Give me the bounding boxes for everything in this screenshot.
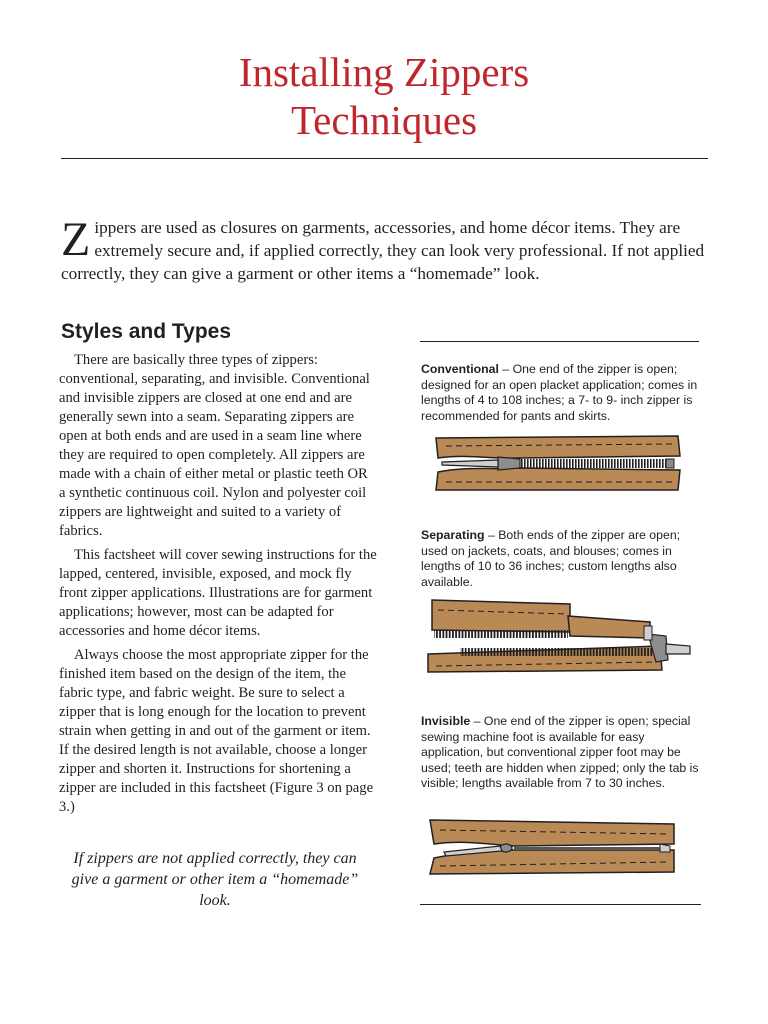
pull-quote: If zippers are not applied correctly, they can give a garment or other item a “homemade” look. (71, 850, 359, 909)
title-line-2: Techniques (290, 97, 478, 143)
zipper-type-separating (421, 528, 706, 590)
paragraph-text: This factsheet will cover sewing instructions for the lapped, centered, invisible, exposed, and mock fly front zipper applications. Illustrations are for garment applications; however, most can be adapted for accessories and home décor items. (59, 547, 377, 639)
drop-cap: Z (61, 213, 91, 266)
page-title (0, 48, 768, 144)
body-paragraph (59, 646, 377, 817)
sidebar-top-divider (420, 341, 699, 342)
zipper-type-name: Conventional (421, 362, 499, 376)
body-paragraph (59, 351, 377, 541)
zipper-type-conventional (421, 362, 706, 424)
invisible-zipper-illustration (424, 814, 686, 878)
zipper-type-name: Separating (421, 528, 485, 542)
title-divider (61, 158, 708, 159)
paragraph-text: There are basically three types of zippers: conventional, separating, and invisible. Conventional and invisible zippers are closed at one end and are generally sewn into a seam. Separating zippers are open at both ends and are used in a seam line where they are required to open completely. All zippers are made with a chain of either metal or plastic teeth OR a synthetic continuous coil. Nylon and polyester coil zippers are lightweight and suited to a variety of fabrics. (59, 352, 370, 539)
zipper-type-description: – Both ends of the zipper are open; used on jackets, coats, and blouses; comes in lengths of 10 to 36 inches; custom lengths also available. (421, 528, 681, 589)
paragraph-text: Always choose the most appropriate zipper for the finished item based on the design of the item, the fabric type, and fabric weight. Be sure to select a zipper that is long enough for the location to prevent strain when getting in and out of the garment or item. If the desired length is not available, choose a longer zipper and shorten it. Instructions for shortening a zipper are included in this factsheet (Figure 3 on page 3.) (59, 647, 374, 815)
separating-zipper-illustration (420, 596, 696, 674)
zipper-type-invisible (421, 714, 706, 792)
zipper-type-description: – One end of the zipper is open; designed for an open placket application; comes in lengths of 4 to 108 inches; a 7- to 9- inch zipper is recommended for pants and skirts. (421, 362, 698, 423)
title-line-1: Installing Zippers (238, 49, 530, 95)
conventional-zipper-illustration (428, 432, 690, 494)
intro-text: ippers are used as closures on garments, accessories, and home décor items. They are extremely secure and, if applied correctly, they can look very professional. If not applied correctly, they can give a garment or other items a “homemade” look. (61, 218, 705, 283)
sidebar-bottom-divider (420, 904, 701, 905)
zipper-type-name: Invisible (421, 714, 471, 728)
section-heading: Styles and Types (61, 320, 232, 343)
zipper-type-description: – One end of the zipper is open; special sewing machine foot is available for easy application, but conventional zipper foot may be used; teeth are hidden when zipped; only the tab is visible; lengths available from 7 to 30 inches. (421, 714, 699, 791)
intro-paragraph (61, 213, 711, 285)
body-paragraph (59, 546, 377, 641)
